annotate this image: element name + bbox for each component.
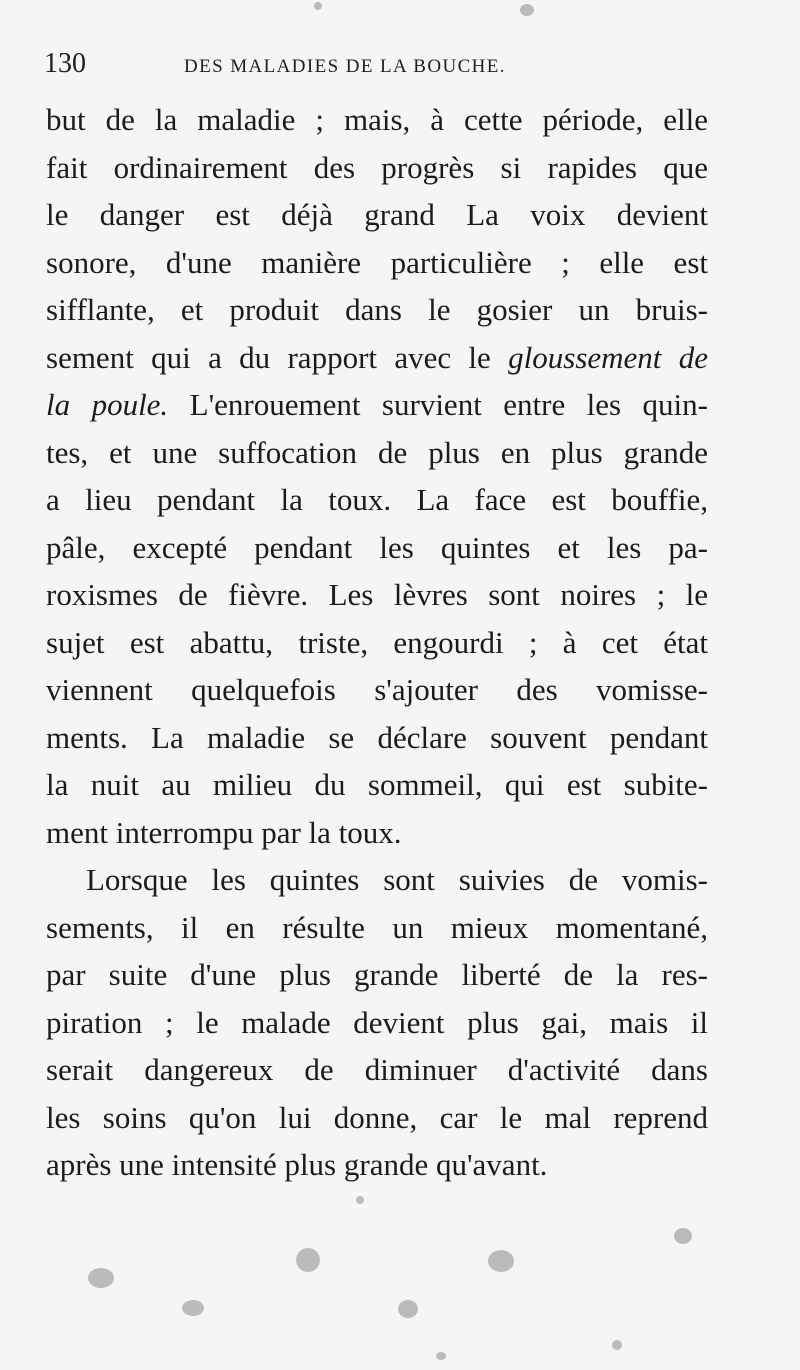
text-line: Lorsque les quintes sont suivies de vomis- bbox=[86, 862, 708, 897]
text-line: sifflante, et produit dans le gosier un bruis- bbox=[46, 292, 708, 327]
text-line: tes, et une suffocation de plus en plus grande bbox=[46, 434, 708, 470]
running-title: DES MALADIES DE LA BOUCHE. bbox=[184, 56, 506, 77]
paper-speck bbox=[520, 4, 534, 16]
paper-speck bbox=[612, 1340, 622, 1350]
text-line: la nuit au milieu du sommeil, qui est subite- bbox=[46, 767, 708, 802]
text-line: après une intensité plus grande qu'avant. bbox=[46, 1147, 548, 1182]
text-line: but de la maladie ; mais, à cette période, elle bbox=[46, 102, 708, 137]
text-line: ment interrompu par la toux. bbox=[46, 814, 402, 850]
paper-speck bbox=[674, 1228, 692, 1244]
text-segment: L'enrouement survient entre les quin- bbox=[168, 387, 708, 422]
paper-speck bbox=[488, 1250, 514, 1272]
text-line: les soins qu'on lui donne, car le mal reprend bbox=[46, 1099, 708, 1135]
running-head bbox=[44, 48, 714, 84]
paper-speck bbox=[398, 1300, 418, 1318]
text-line: roxismes de fièvre. Les lèvres sont noires ; le bbox=[46, 577, 708, 612]
paper-speck bbox=[436, 1352, 446, 1360]
text-line bbox=[46, 381, 708, 429]
paper-speck bbox=[182, 1300, 204, 1316]
text-line: sonore, d'une manière particulière ; elle est bbox=[46, 244, 708, 280]
text-line: viennent quelquefois s'ajouter des vomisse- bbox=[46, 672, 708, 707]
italic-phrase: la poule. bbox=[46, 387, 169, 422]
paper-speck bbox=[314, 2, 322, 10]
paper-speck bbox=[296, 1248, 320, 1272]
text-line: pâle, excepté pendant les quintes et les pa- bbox=[46, 529, 708, 565]
italic-phrase: gloussement de bbox=[508, 339, 708, 375]
text-line: par suite d'une plus grande liberté de la res- bbox=[46, 957, 708, 992]
paper-speck bbox=[356, 1196, 364, 1204]
body-text bbox=[46, 96, 708, 1189]
text-line: sujet est abattu, triste, engourdi ; à cet état bbox=[46, 624, 708, 660]
text-line: serait dangereux de diminuer d'activité dans bbox=[46, 1052, 708, 1087]
paper-speck bbox=[88, 1268, 114, 1288]
text-line bbox=[46, 334, 708, 382]
text-segment: sement qui a du rapport avec le bbox=[46, 339, 509, 375]
text-line: a lieu pendant la toux. La face est bouffie, bbox=[46, 482, 708, 517]
text-line: le danger est déjà grand La voix devient bbox=[46, 197, 708, 232]
page-number: 130 bbox=[44, 48, 86, 79]
text-line: piration ; le malade devient plus gai, mais il bbox=[46, 1004, 708, 1040]
text-line: fait ordinairement des progrès si rapides que bbox=[46, 149, 708, 185]
text-line: sements, il en résulte un mieux momentané, bbox=[46, 909, 708, 945]
text-line: ments. La maladie se déclare souvent pendant bbox=[46, 719, 708, 755]
